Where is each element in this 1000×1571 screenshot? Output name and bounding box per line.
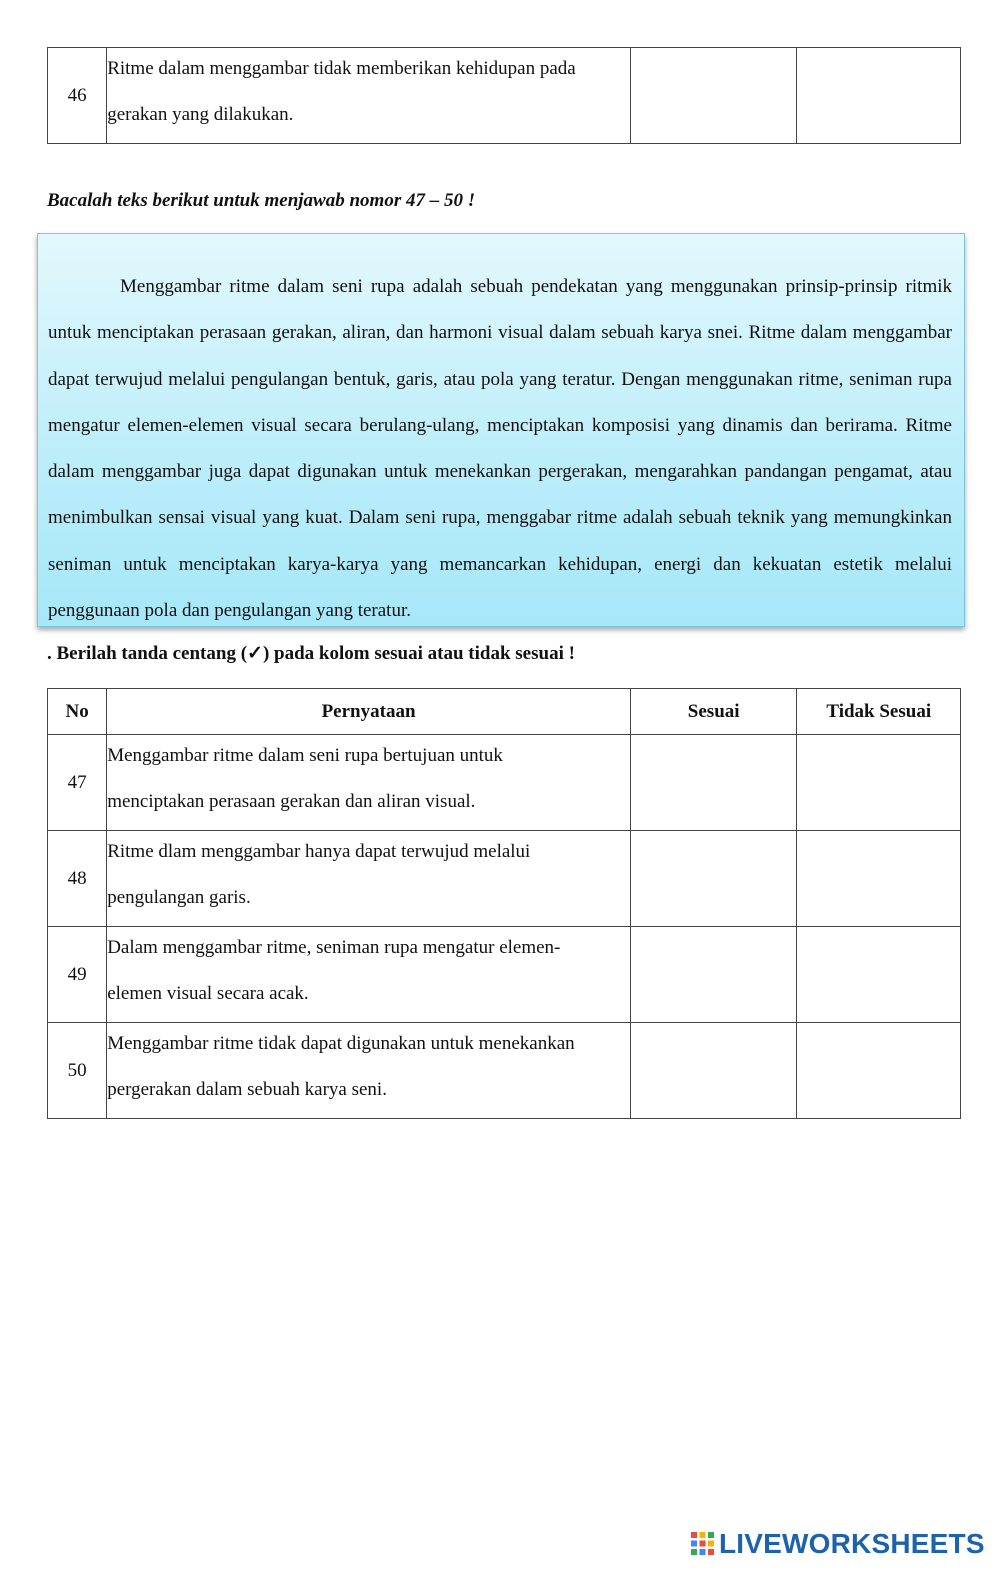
row-number: 48	[48, 831, 107, 927]
statement-cell	[107, 735, 631, 831]
table-row	[48, 735, 961, 831]
statement-line: pergerakan dalam sebuah karya seni.	[107, 1078, 387, 1100]
statement-table	[47, 688, 961, 1119]
statement-line: pengulangan garis.	[107, 886, 251, 908]
question-46-table	[47, 47, 961, 144]
statement-cell	[107, 831, 631, 927]
table-row	[48, 1023, 961, 1119]
row-number: 47	[48, 735, 107, 831]
liveworksheets-logo[interactable]	[690, 1527, 985, 1561]
statement-line: Ritme dalam menggambar tidak memberikan kehidupan pada	[107, 57, 576, 79]
statement-cell	[107, 48, 631, 144]
header-disagree: Tidak Sesuai	[797, 689, 961, 735]
statement-line: menciptakan perasaan gerakan dan aliran visual.	[107, 790, 476, 812]
statement-line: Ritme dlam menggambar hanya dapat terwujud melalui	[107, 840, 531, 862]
statement-line: elemen visual secara acak.	[107, 982, 309, 1004]
checkmark-instruction: . Berilah tanda centang (✓) pada kolom sesuai atau tidak sesuai !	[47, 643, 575, 664]
reading-passage-box	[37, 233, 965, 627]
disagree-checkbox-cell[interactable]	[797, 735, 961, 831]
agree-checkbox-cell[interactable]	[630, 1023, 797, 1119]
disagree-checkbox-cell[interactable]	[797, 927, 961, 1023]
agree-checkbox-cell[interactable]	[630, 831, 797, 927]
statement-line: gerakan yang dilakukan.	[107, 103, 294, 125]
reading-passage: Menggambar ritme dalam seni rupa adalah sebuah pendekatan yang menggunakan prinsip-prinsip ritmik untuk menciptakan perasaan gerakan, aliran, dan harmoni visual dalam sebuah karya snei. Ritme dalam menggambar dapat terwujud melalui pengulangan bentuk, garis, atau pola yang teratur. Dengan menggunakan ritme, seniman rupa mengatur elemen-elemen visual secara berulang-ulang, menciptakan komposisi yang dinamis dan berirama. Ritme dalam menggambar juga dapat digunakan untuk menekankan pergerakan, mengarahkan pandangan pengamat, atau menimbulkan sensai visual yang kuat. Dalam seni rupa, menggabar ritme adalah sebuah teknik yang memungkinkan seniman untuk menciptakan karya-karya yang memancarkan kehidupan, energi dan kekuatan estetik melalui penggunaan pola dan pengulangan yang teratur.	[48, 276, 952, 622]
agree-checkbox-cell[interactable]	[630, 48, 797, 144]
row-number: 50	[48, 1023, 107, 1119]
statement-line: Dalam menggambar ritme, seniman rupa mengatur elemen-	[107, 936, 561, 958]
table-header-row	[48, 689, 961, 735]
liveworksheets-logo-icon	[690, 1531, 716, 1557]
statement-line: Menggambar ritme tidak dapat digunakan untuk menekankan	[107, 1032, 575, 1054]
row-number: 49	[48, 927, 107, 1023]
statement-cell	[107, 1023, 631, 1119]
table-row	[48, 831, 961, 927]
disagree-checkbox-cell[interactable]	[797, 831, 961, 927]
header-statement: Pernyataan	[107, 689, 631, 735]
agree-checkbox-cell[interactable]	[630, 927, 797, 1023]
agree-checkbox-cell[interactable]	[630, 735, 797, 831]
header-agree: Sesuai	[630, 689, 797, 735]
reading-instruction: Bacalah teks berikut untuk menjawab nomor 47 – 50 !	[47, 190, 476, 211]
table-row	[48, 927, 961, 1023]
statement-cell	[107, 927, 631, 1023]
disagree-checkbox-cell[interactable]	[797, 1023, 961, 1119]
disagree-checkbox-cell[interactable]	[797, 48, 961, 144]
table-row	[48, 48, 961, 144]
header-no: No	[48, 689, 107, 735]
brand-name: LIVEWORKSHEETS	[719, 1528, 985, 1559]
row-number: 46	[48, 48, 107, 144]
statement-line: Menggambar ritme dalam seni rupa bertujuan untuk	[107, 744, 503, 766]
